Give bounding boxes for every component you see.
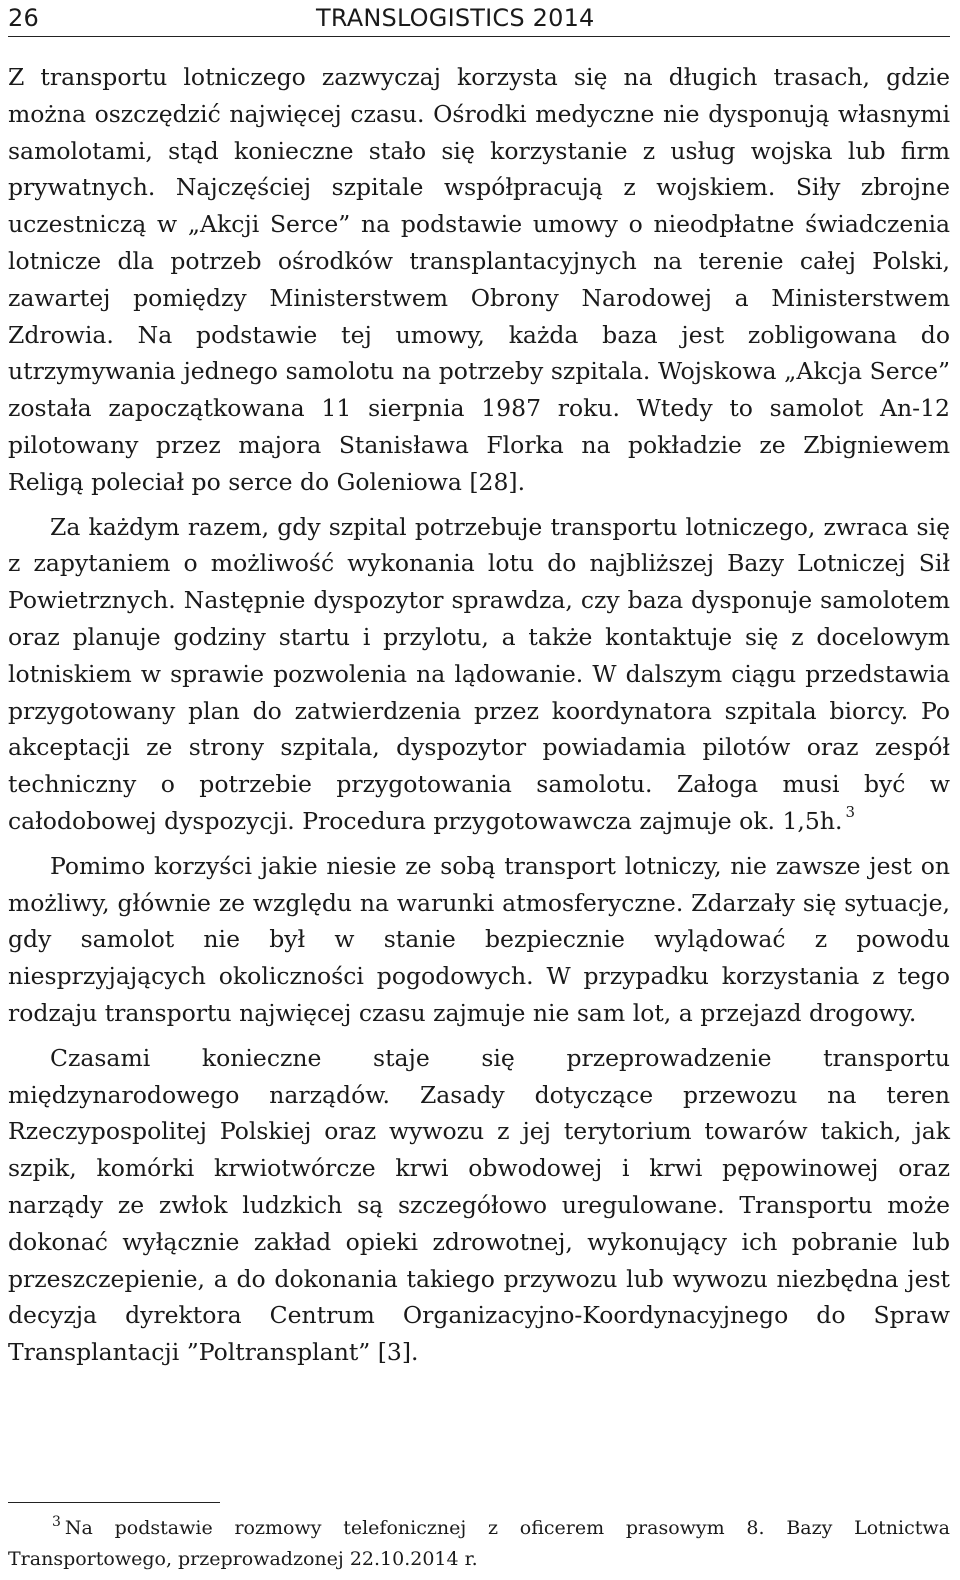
paragraph-3-text: Pomimo korzyści jakie niesie ze sobą transport lotniczy, nie zawsze jest on możliwy, głównie ze względu na warunki atmosferyczne. Zdarzały się sytuacje, gdy samolot nie był w stanie bezpiecznie wylądować z powodu niesprzyjających okoliczności pogodowych. W przypadku korzystania z tego rodzaju transportu najwięcej czasu zajmuje nie sam lot, a przejazd drogowy.: [8, 851, 950, 1027]
paragraph-1: [8, 59, 950, 501]
page-number: 26: [8, 4, 39, 32]
body-text: [8, 59, 950, 1371]
paragraph-2-text: Za każdym razem, gdy szpital potrzebuje transportu lotniczego, zwraca się z zapytaniem o możliwość wykonania lotu do najbliższej Bazy Lotniczej Sił Powietrznych. Następnie dyspozytor sprawdza, czy baza dysponuje samolotem oraz planuje godziny startu i przylotu, a także kontaktuje się z docelowym lotniskiem w sprawie pozwolenia na lądowanie. W dalszym ciągu przedstawia przygotowany plan do zatwierdzenia przez koordynatora szpitala biorcy. Po akceptacji ze strony szpitala, dyspozytor powiadamia pilotów oraz zespół techniczny o potrzebie przygotowania samolotu. Załoga musi być w całodobowej dyspozycji. Procedura przygotowawcza zajmuje ok. 1,5h.: [8, 512, 950, 835]
paragraph-4-text: Czasami konieczne staje się przeprowadzenie transportu międzynarodowego narządów. Zasady dotyczące przewozu na teren Rzeczypospolitej Polskiej oraz wywozu z jej terytorium towarów takich, jak szpik, komórki krwiotwórcze krwi obwodowej i krwi pępowinowej oraz narządy ze zwłok ludzkich są szczegółowo uregulowane. Transportu może dokonać wyłącznie zakład opieki zdrowotnej, wykonujący ich pobranie lub przeszczepienie, a do dokonania takiego przywozu lub wywozu niezbędna jest decyzja dyrektora Centrum Organizacyjno-Koordynacyjnego do Spraw Transplantacji ”Poltransplant” [3].: [8, 1043, 950, 1367]
journal-title: TRANSLOGISTICS 2014: [316, 4, 595, 32]
paragraph-3: [8, 848, 950, 1032]
footnote-reference[interactable]: 3: [845, 802, 855, 821]
paragraph-4: [8, 1040, 950, 1371]
paragraph-1-text: Z transportu lotniczego zazwyczaj korzysta się na długich trasach, gdzie można oszczędzić najwięcej czasu. Ośrodki medyczne nie dysponują własnymi samolotami, stąd konieczne stało się korzystanie z usług wojska lub firm prywatnych. Najczęściej szpitale współpracują z wojskiem. Siły zbrojne uczestniczą w „Akcji Serce” na podstawie umowy o nieodpłatne świadczenia lotnicze dla potrzeb ośrodków transplantacyjnych na terenie całej Polski, zawartej pomiędzy Ministerstwem Obrony Narodowej a Ministerstwem Zdrowia. Na podstawie tej umowy, każda baza jest zobligowana do utrzymywania jednego samolotu na potrzeby szpitala. Wojskowa „Akcja Serce” została zapoczątkowana 11 sierpnia 1987 roku. Wtedy to samolot An-12 pilotowany przez majora Stanisława Florka na pokładzie ze Zbigniewem Religą poleciał po serce do Goleniowa [28].: [8, 63, 950, 496]
paragraph-2: [8, 509, 950, 840]
footnote: [8, 1513, 950, 1575]
footnote-divider: [8, 1502, 220, 1503]
running-head: [8, 0, 950, 37]
footnote-text: Na podstawie rozmowy telefonicznej z oficerem prasowym 8. Bazy Lotnictwa Transportowego, przeprowadzonej 22.10.2014 r.: [8, 1517, 950, 1570]
footnote-mark: 3: [52, 1514, 61, 1530]
